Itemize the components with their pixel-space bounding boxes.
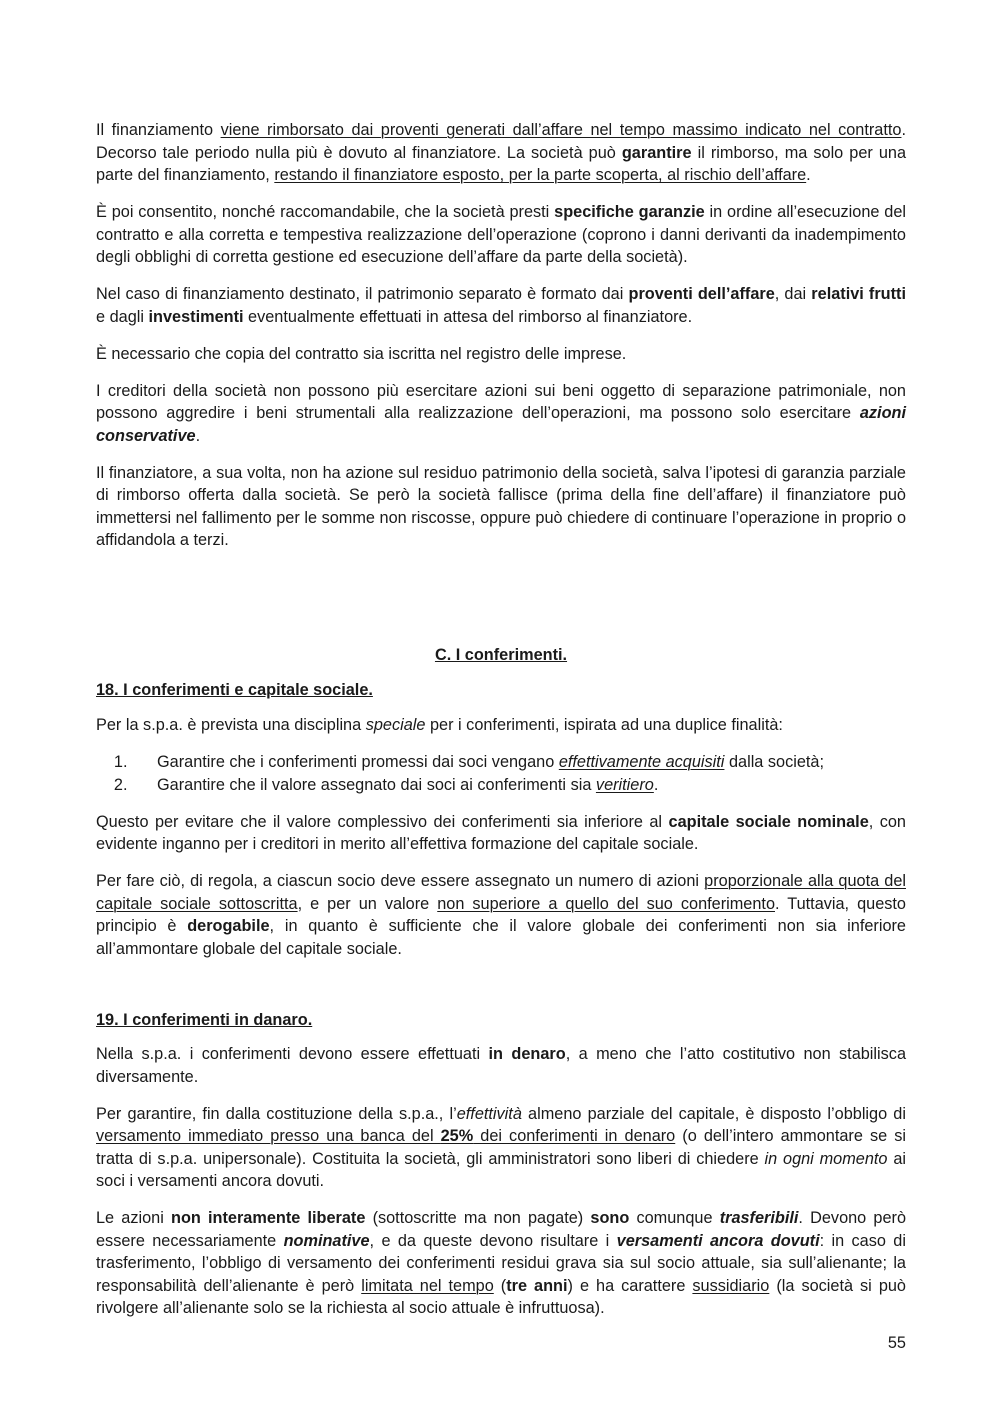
goals-list <box>96 751 906 796</box>
text-block-financing <box>96 119 906 566</box>
text-block-section-18 <box>96 714 906 975</box>
paragraph: Nella s.p.a. i conferimenti devono essere effettuati in denaro, a meno che l’atto costitutivo non stabilisca diversamente. <box>96 1045 906 1086</box>
heading-18: 18. I conferimenti e capitale sociale. <box>96 681 373 699</box>
paragraph: Il finanziatore, a sua volta, non ha azione sul residuo patrimonio della società, salva l’ipotesi di garanzia parziale di rimborso offerta dalla società. Se però la società fallisce (prima della fine dell’affare) il finanziatore può immettersi nel fallimento per le somme non riscosse, oppure può chiedere di continuare l’operazione in proprio o affidandola a terzi. <box>96 463 906 549</box>
paragraph: Per garantire, fin dalla costituzione della s.p.a., l’effettività almeno parziale del capitale, è disposto l’obbligo di versamento immediato presso una banca del 25% dei conferimenti in denaro (o dell’intero ammontare se si tratta di s.p.a. unipersonale). Costituita la società, gli amministratori sono liberi di chiedere in ogni momento ai soci i versamenti ancora dovuti. <box>96 1104 906 1190</box>
list-item: 1. Garantire che i conferimenti promessi dai soci vengano effettivamente acquisiti dalla società; <box>132 751 906 774</box>
paragraph: I creditori della società non possono più esercitare azioni sui beni oggetto di separazione patrimoniale, non possono aggredire i beni strumentali alla realizzazione dell’operazioni, ma possono solo esercitare azioni conservative. <box>96 381 906 445</box>
paragraph: È necessario che copia del contratto sia iscritta nel registro delle imprese. <box>96 344 627 363</box>
list-item: 2. Garantire che il valore assegnato dai soci ai conferimenti sia veritiero. <box>132 774 906 797</box>
paragraph: È poi consentito, nonché raccomandabile, che la società presti specifiche garanzie in ordine all’esecuzione del contratto e alla corretta e tempestiva realizzazione dell’operazione (coprono i danni derivanti da inadempimento degli obblighi di corretta gestione ed esecuzione dell’affare da parte della società). <box>96 203 906 266</box>
text-block-section-19 <box>96 1043 906 1334</box>
paragraph: Per la s.p.a. è prevista una disciplina speciale per i conferimenti, ispirata ad una duplice finalità: <box>96 716 783 734</box>
paragraph: Le azioni non interamente liberate (sottoscritte ma non pagate) sono comunque trasferibili. Devono però essere necessariamente nominative, e da queste devono risultare i versamenti ancora dovuti: in caso di trasferimento, l’obbligo di versamento dei conferimenti residui grava sia sul socio attuale, sia sull’alienante; la responsabilità dell’alienante è però limitata nel tempo (tre anni) e ha carattere sussidiario (la società si può rivolgere all’alienante solo se la richiesta al socio attuale è infruttuosa). <box>96 1209 906 1317</box>
paragraph: Nel caso di finanziamento destinato, il patrimonio separato è formato dai proventi dell’affare, dai relativi frutti e dagli investimenti eventualmente effettuati in attesa del rimborso al finanziatore. <box>96 285 906 326</box>
heading-19: 19. I conferimenti in danaro. <box>96 1011 313 1029</box>
paragraph: Per fare ciò, di regola, a ciascun socio deve essere assegnato un numero di azioni proporzionale alla quota del capitale sociale sottoscritta, e per un valore non superiore a quello del suo conferimento. Tuttavia, questo principio è derogabile, in quanto è sufficiente che il valore globale dei conferimenti non sia inferiore all’ammontare globale del capitale sociale. <box>96 872 906 958</box>
page-number: 55 <box>887 1334 906 1352</box>
paragraph: Questo per evitare che il valore complessivo dei conferimenti sia inferiore al capitale sociale nominale, con evidente inganno per i creditori in merito all’effettiva formazione del capitale sociale. <box>96 812 906 853</box>
section-title: C. I conferimenti. <box>434 646 568 664</box>
paragraph: Il finanziamento viene rimborsato dai proventi generati dall’affare nel tempo massimo indicato nel contratto. Decorso tale periodo nulla più è dovuto al finanziatore. La società può garantire il rimborso, ma solo per una parte del finanziamento, restando il finanziatore esposto, per la parte scoperta, al rischio dell’affare. <box>96 121 906 184</box>
